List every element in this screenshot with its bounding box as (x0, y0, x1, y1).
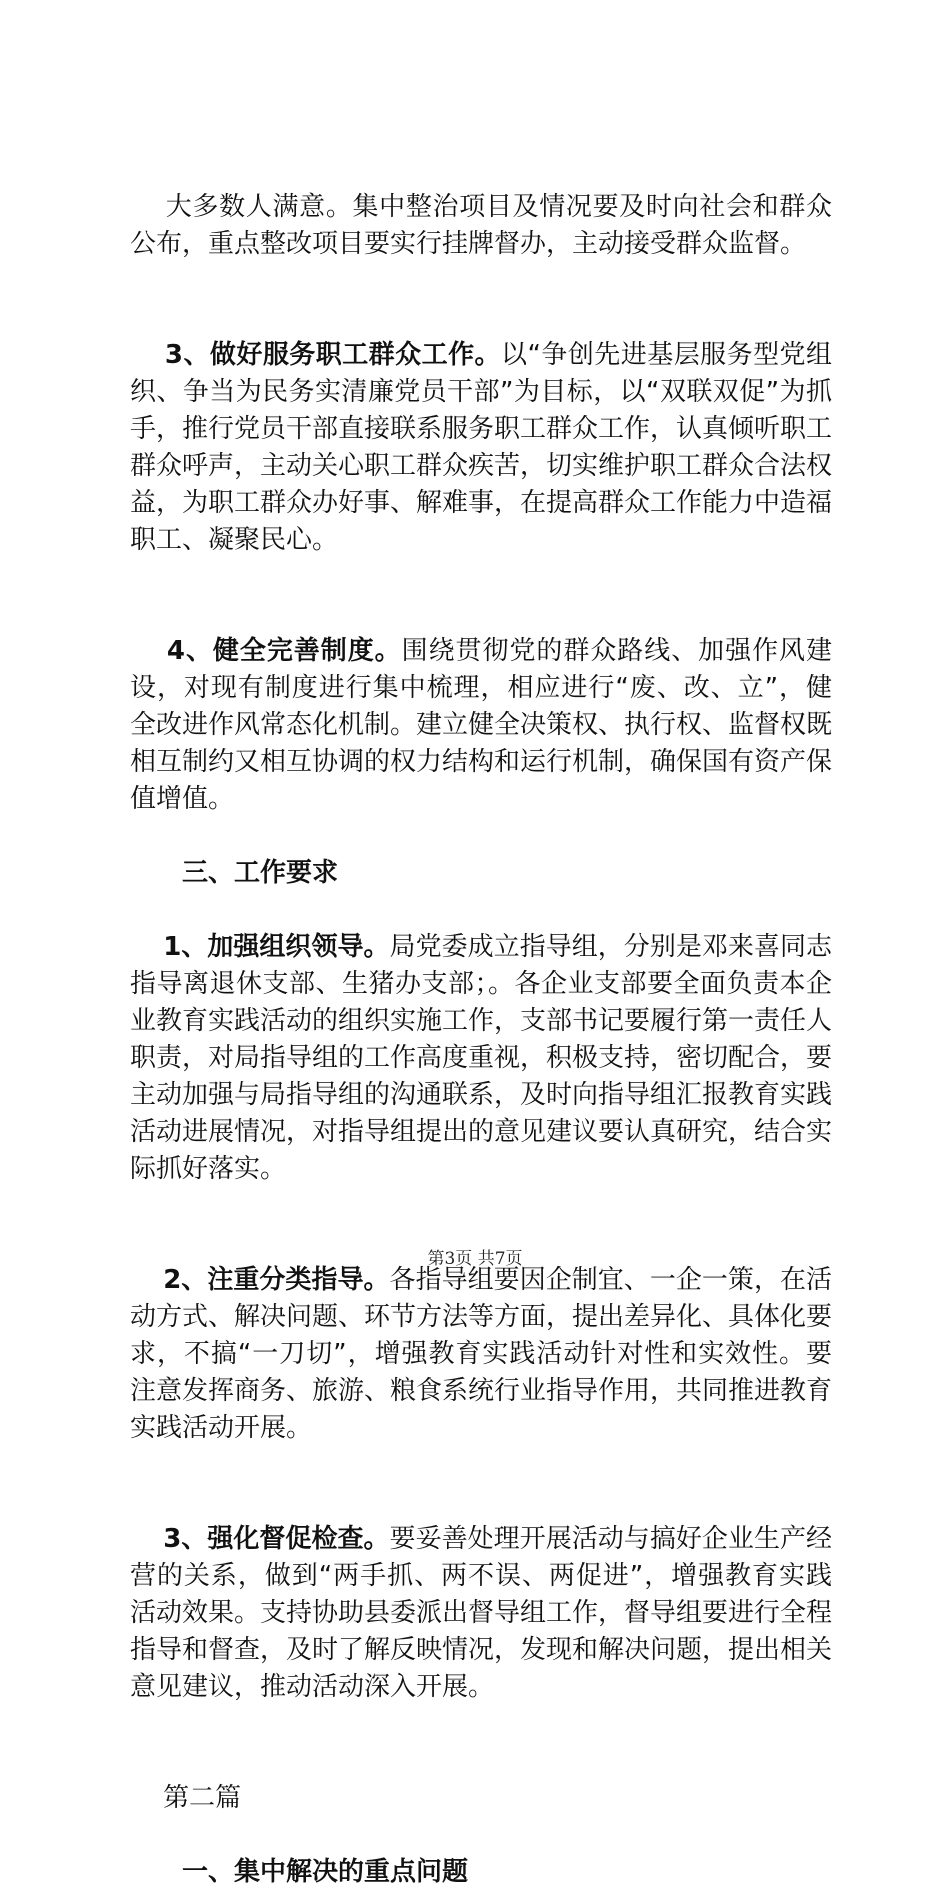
section-heading-text: 三、工作要求 (182, 858, 339, 888)
paragraph-supervision (130, 1484, 832, 1743)
paragraph-text: 局党委成立指导组，分别是邓来喜同志指导离退休支部、生猪办支部；。各企业支部要全面负责本企业教育实践活动的组织实施工作，支部书记要履行第一责任人职责，对局指导组的工作高度重视，积极支持，密切配合，要主动加强与局指导组的沟通联系，及时向指导组汇报教育实践活动进展情况，对指导组提出的意见建议要认真研究，结合实际抓好落实。 (130, 932, 833, 1184)
section-heading-key-problems (130, 1854, 832, 1891)
paragraph-leadership (130, 892, 832, 1225)
chapter-label (130, 1743, 832, 1854)
chapter-label-text: 第二篇 (163, 1783, 242, 1813)
paragraph-serve-workers (130, 300, 832, 596)
paragraph-text: 围绕贯彻党的群众路线、加强作风建设，对现有制度进行集中梳理，相应进行“废、改、立”，健全改进作风常态化机制。建立健全决策权、执行权、监督权既相互制约又相互协调的权力结构和运行机制，确保国有资产保值增值。 (130, 636, 833, 814)
paragraph-heading: 3、做好服务职工群众工作。 (164, 340, 501, 370)
document-body (130, 152, 832, 1891)
paragraph-heading: 4、健全完善制度。 (166, 636, 402, 666)
paragraph-improve-system (130, 596, 832, 855)
paragraph-heading: 3、强化督促检查。 (163, 1524, 390, 1554)
paragraph-text: 以“争创先进基层服务型党组织、争当为民务实清廉党员干部”为目标，以“双联双促”为抓手，推行党员干部直接联系服务职工群众工作，认真倾听职工群众呼声，主动关心职工群众疾苦，切实维护职工群众合法权益，为职工群众办好事、解难事，在提高群众工作能力中造福职工、凝聚民心。 (130, 340, 833, 555)
paragraph-text: 要妥善处理开展活动与搞好企业生产经营的关系，做到“两手抓、两不误、两促进”，增强教育实践活动效果。支持协助县委派出督导组工作，督导组要进行全程指导和督查，及时了解反映情况，发现和解决问题，提出相关意见建议，推动活动深入开展。 (130, 1524, 833, 1702)
paragraph-text: 各指导组要因企制宜、一企一策，在活动方式、解决问题、环节方法等方面，提出差异化、具体化要求，不搞“一刀切”，增强教育实践活动针对性和实效性。要注意发挥商务、旅游、粮食系统行业指导作用，共同推进教育实践活动开展。 (130, 1265, 833, 1443)
paragraph-continuation (130, 152, 832, 300)
section-heading-work-requirements (130, 855, 832, 892)
page-footer: 第3页 共7页 (427, 1249, 523, 1269)
paragraph-text: 大多数人满意。集中整治项目及情况要及时向社会和群众公布，重点整改项目要实行挂牌督办，主动接受群众监督。 (130, 192, 832, 259)
paragraph-heading: 1、加强组织领导。 (163, 932, 390, 962)
paragraph-heading: 2、注重分类指导。 (163, 1265, 390, 1295)
section-heading-text: 一、集中解决的重点问题 (182, 1857, 469, 1887)
